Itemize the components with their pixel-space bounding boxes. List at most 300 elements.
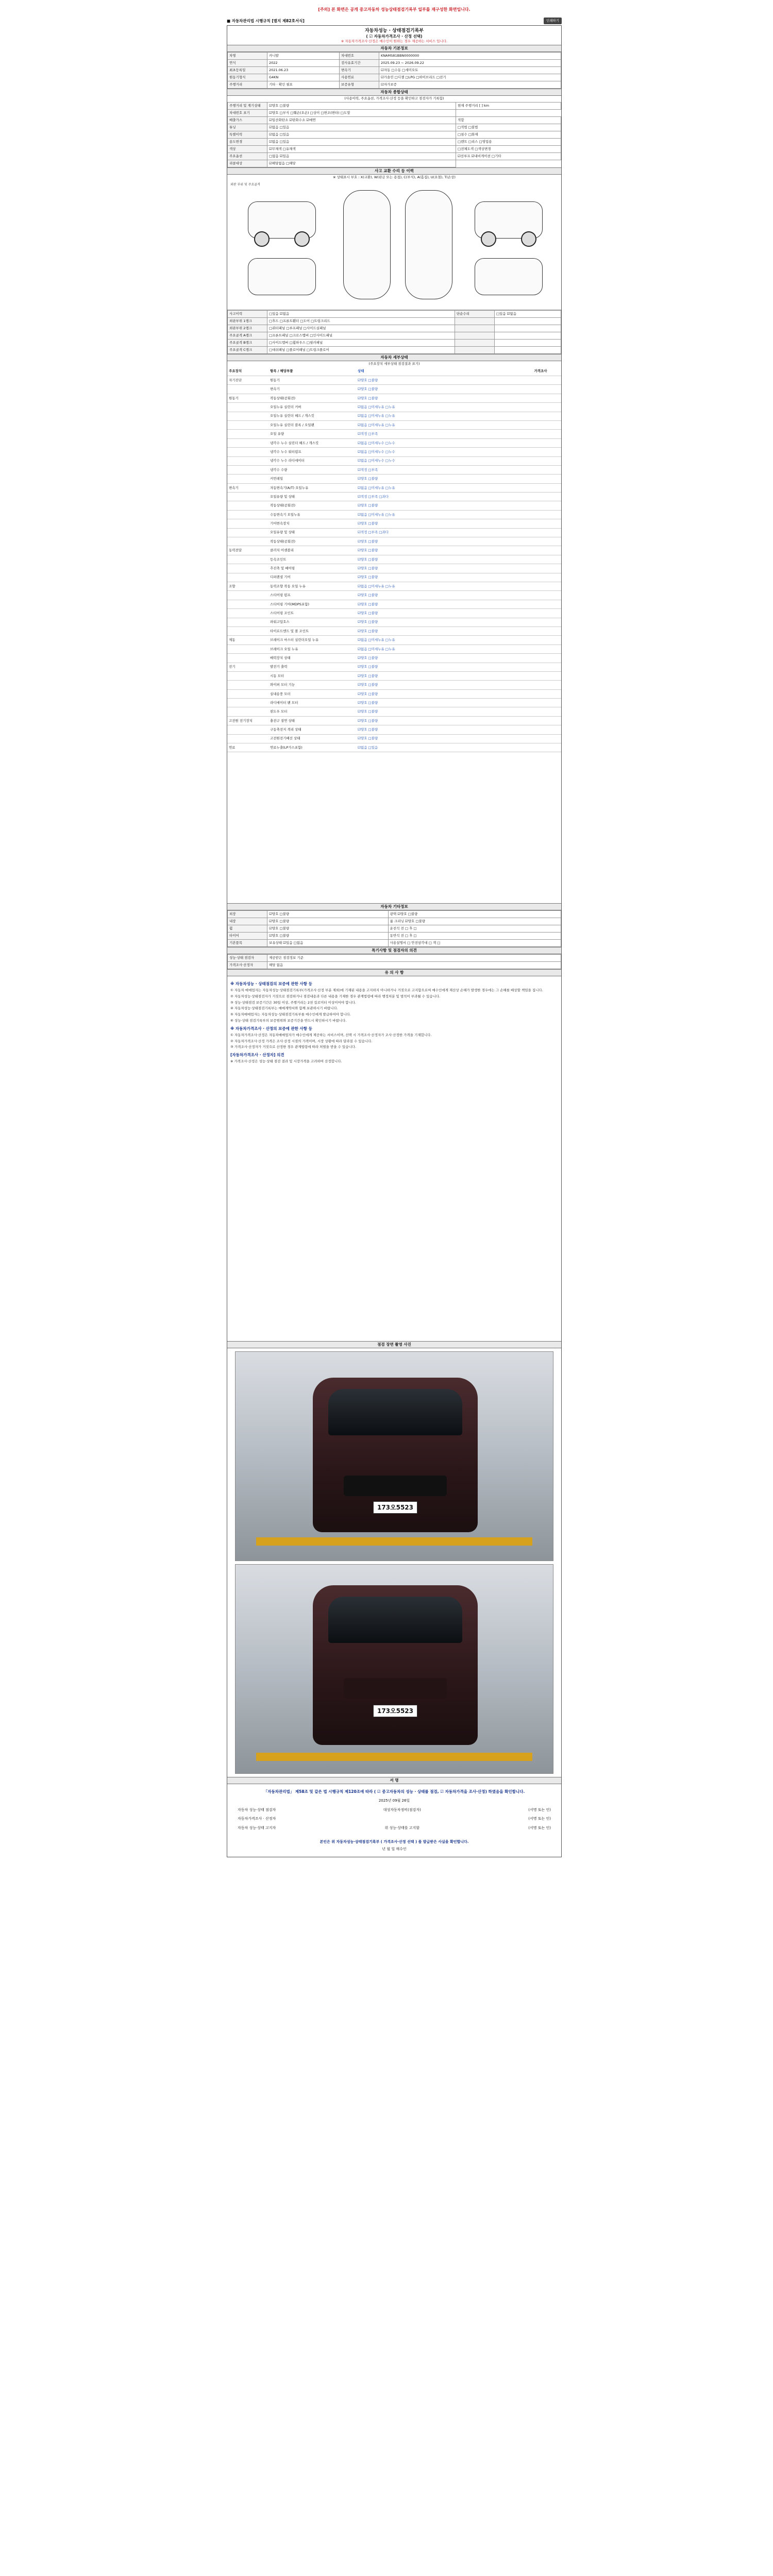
inspection-cell: ☑적정 □부족 (358, 432, 378, 436)
notes-heading-2: ※ 자동차가격조사 · 산정의 보증에 관한 사항 등 (230, 1026, 312, 1031)
table-cell: □후드 □프론트휀더 □도어 □트렁크리드 (267, 317, 455, 325)
status-table (227, 102, 561, 167)
inspection-cell: 동력조향 작동 오일 누유 (270, 584, 306, 588)
table-cell: ☑양호 □부식 □훼손(오손) □상이 □변조(변타) □도말 (267, 109, 456, 116)
inspection-row (227, 484, 561, 493)
inspection-row (227, 735, 561, 743)
signature-row (238, 1817, 551, 1821)
inspection-cell: 냉각수 누수 실린더 헤드 / 개스킷 (270, 440, 319, 445)
inspection-cell: 배력장치 상태 (270, 655, 291, 660)
car-bottom-view (405, 190, 452, 299)
table-cell: ☑없음 □있음 (267, 138, 456, 145)
inspection-cell: ☑없음 □미세누유 □누유 (358, 414, 395, 418)
table-cell: 최초등록일 (228, 66, 267, 74)
table-row (228, 910, 561, 918)
table-cell: 용도변경 (228, 138, 267, 145)
inspection-cell: 스티어링 펌프 (270, 593, 291, 598)
inspection-cell: ☑양호 □불량 (358, 665, 378, 669)
inspection-cell: ☑적정 □부족 (358, 467, 378, 472)
table-cell: 보증유형 (339, 81, 379, 88)
table-cell: ☑무채색 □유채색 (267, 145, 456, 152)
inspection-cell: 연료누출(LP가스포함) (270, 745, 303, 750)
table-row (228, 939, 561, 946)
inspection-cell: 작동상태(공회전) (270, 396, 296, 400)
inspection-cell: ☑양호 □불량 (358, 378, 378, 382)
table-cell: □침수 □화재 (456, 131, 561, 138)
notes-body (227, 976, 561, 1341)
inspection-cell: ☑없음 □있음 (358, 745, 378, 750)
inspection-cell: ☑없음 □미세누유 □누유 (358, 638, 395, 642)
opinion-section-bar: 특기사항 및 점검자의 의견 (227, 947, 561, 954)
inspection-header-cell: 상태 (358, 369, 364, 374)
table-cell: 주요골격 A랭크 (228, 332, 267, 339)
signer-label: 자동차가격조사 · 산정자 (238, 1817, 276, 1821)
table-cell: 튜닝 (228, 124, 267, 131)
table-row (228, 74, 561, 81)
table-cell: 주요골격 B랭크 (228, 339, 267, 346)
other-section-bar: 자동차 기타정보 (227, 903, 561, 910)
inspection-row (227, 430, 561, 438)
table-row (228, 317, 561, 325)
damage-legend: ※ 상태표시 부호 : X(교환), W(판금 또는 용접), C(부식), A(흠집), U(요철), T(손상) (333, 175, 456, 179)
inspection-cell: 냉각수 수량 (270, 467, 288, 472)
car-diagram (227, 181, 561, 310)
table-row (228, 152, 561, 160)
inspection-cell: 실내송풍 모터 (270, 691, 291, 696)
inspection-cell: 제동 (229, 638, 236, 642)
inspection-section-bar: 자동차 세부상태 (227, 354, 561, 361)
form-frame (227, 25, 562, 1857)
inspection-row (227, 717, 561, 725)
table-cell: 타이어 (228, 932, 267, 939)
table-cell (455, 317, 494, 325)
notes-paragraph: ② 자동차가격조사·산정 가격은 조사·산정 시점의 가격이며, 시장 상황에 따라 달라질 수 있습니다. (230, 1039, 373, 1043)
signature-section-bar: 서 명 (227, 1777, 561, 1784)
print-button[interactable]: 인쇄하기 (544, 18, 562, 24)
inspection-cell: 자기진단 (229, 378, 242, 382)
table-cell: 기타 · 확인 필요 (267, 81, 340, 88)
table-cell: ☑가솔린 □디젤 □LPG □하이브리드 □전기 (379, 74, 561, 81)
signature-date: 2025년 09월 26일 (378, 1799, 410, 1803)
inspection-cell: ☑양호 □불량 (358, 503, 378, 508)
inspection-cell: 구동축전지 격리 상태 (270, 727, 301, 732)
table-row (228, 339, 561, 346)
inspection-row (227, 707, 561, 716)
inspection-cell: ☑양호 □불량 (358, 673, 378, 678)
signer-label: 자동차 성능·상태 고지자 (238, 1825, 276, 1830)
other-info-table (227, 910, 561, 947)
inspection-cell: ☑없음 □미세누유 □누유 (358, 405, 395, 409)
inspection-row (227, 591, 561, 600)
inspection-row (227, 474, 561, 483)
notes-paragraph: ③ 성능·상태점검 보증기간은 30일 이상, 주행거리는 2천 킬로미터 이상이어야 합니다. (230, 1000, 356, 1005)
table-cell: 해당 없음 (267, 961, 561, 969)
table-cell: □적법 □불법 (456, 124, 561, 131)
inspection-row (227, 699, 561, 707)
table-cell: □없음 ☑있음 (267, 152, 456, 160)
notes-heading-1: ※ 자동차성능 · 상태점검의 보증에 관한 사항 등 (230, 981, 312, 986)
inspection-cell: ☑양호 □불량 (358, 539, 378, 544)
signer-label: 자동차 성능·상태 점검자 (238, 1807, 276, 1812)
inspection-row (227, 681, 561, 689)
table-cell: 리콜대상 (228, 160, 267, 167)
inspection-header-row (227, 367, 561, 376)
inspection-cell: ☑양호 □불량 (358, 477, 378, 481)
basic-info-table (227, 52, 561, 89)
table-cell: 운전석 전 □ 후 □ (388, 925, 561, 932)
inspection-cell: 추진축 및 베어링 (270, 566, 295, 571)
table-cell: 차대번호 표기 (228, 109, 267, 116)
table-cell: ☑양호 □불량 (267, 910, 389, 918)
inspection-row (227, 690, 561, 699)
table-cell: G4KN (267, 74, 340, 81)
table-cell: 내장 (228, 918, 267, 925)
table-cell: 외판부위 1랭크 (228, 317, 267, 325)
inspection-cell: 파워고압호스 (270, 620, 290, 624)
inspection-detail (227, 367, 561, 903)
diagram-legend-title: 외판 부위 및 주요골격 (230, 182, 260, 187)
inspection-header-cell: 가격조사 (534, 369, 547, 374)
table-cell: ☑없음 □있음 (267, 131, 456, 138)
inspection-row (227, 618, 561, 627)
notice-banner: [주의] 본 화면은 공개 중고자동차 성능상태점검기록부 일부를 재구성한 화면입니다. (318, 7, 470, 12)
inspection-cell: ☑적정 □부족 □과다 (358, 530, 389, 535)
inspection-cell: ☑없음 □미세누유 □누유 (358, 485, 395, 490)
inspection-cell: 변속기 (229, 485, 239, 490)
table-cell: □대쉬패널 □플로어패널 □트렁크플로어 (267, 346, 455, 353)
inspection-cell: 원동기 (229, 396, 239, 400)
signer-sign: (서명 또는 인) (528, 1825, 551, 1830)
status-section-bar: 자동차 종합상태 (227, 89, 561, 96)
table-cell (494, 317, 561, 325)
notes-paragraph: ② 자동차성능·상태점검자가 거짓으로 점검하거나 점검내용과 다른 내용을 기재한 경우 관계법령에 따라 행정처분 및 벌칙이 부과될 수 있습니다. (230, 994, 441, 998)
inspection-cell: ☑양호 □불량 (358, 727, 378, 732)
inspection-cell: 라디에이터 팬 모터 (270, 700, 298, 705)
table-cell: 검사유효기간 (339, 59, 379, 66)
inspection-cell: 수동변속기 오일누유 (270, 512, 300, 517)
vehicle-front (313, 1378, 478, 1532)
table-cell: 주요골격 C랭크 (228, 346, 267, 353)
wheel-icon (521, 231, 536, 247)
inspection-cell: ☑양호 □불량 (358, 620, 378, 624)
inspection-header-cell: 항목 / 해당부품 (270, 369, 293, 374)
notes-opinion-text: ※ 가격조사·산정은 성능·상태 점검 결과 및 시장가격을 고려하여 산정합니다. (230, 1059, 342, 1064)
inspection-cell: ☑양호 □불량 (358, 593, 378, 598)
inspection-row (227, 582, 561, 591)
inspection-cell: ☑양호 □불량 (358, 611, 378, 615)
inspection-row (227, 672, 561, 681)
inspection-row (227, 546, 561, 555)
inspection-cell: 윈도우 모터 (270, 709, 288, 714)
table-cell: 색상 (228, 145, 267, 152)
inspection-row (227, 555, 561, 564)
inspection-cell: ☑없음 □미세누유 □누유 (358, 512, 395, 517)
inspection-cell: 오일누유 실린더 커버 (270, 405, 301, 409)
wheel-icon (254, 231, 270, 247)
table-cell: 적합 (456, 116, 561, 124)
notes-title: 유 의 사 항 (227, 969, 561, 976)
inspection-row (227, 385, 561, 394)
table-cell: 외판부위 2랭크 (228, 325, 267, 332)
inspection-cell: 자동변속기(A/T) 오일누유 (270, 485, 309, 490)
table-row (228, 145, 561, 152)
inspection-row (227, 573, 561, 582)
inspection-cell: 발전기 출력 (270, 665, 288, 669)
license-plate: 173오5523 (373, 1501, 417, 1514)
table-cell (455, 346, 494, 353)
inspection-cell: ☑양호 □불량 (358, 557, 378, 562)
table-cell: 연식 (228, 59, 267, 66)
inspection-cell: 와이퍼 모터 기능 (270, 683, 295, 687)
table-cell: 가격조사·산정자 (228, 961, 267, 969)
table-cell: □렌트 □리스 □영업용 (456, 138, 561, 145)
table-row (228, 81, 561, 88)
table-cell: 2025.09.23 ~ 2026.09.22 (379, 59, 561, 66)
inspection-row (227, 725, 561, 734)
inspection-row (227, 448, 561, 456)
table-cell: ☑선루프 ☑내비게이션 □기타 (456, 152, 561, 160)
table-cell: 원동기형식 (228, 74, 267, 81)
table-cell: 광택 ☑양호 □불량 (388, 910, 561, 918)
inspection-row (227, 564, 561, 573)
table-cell: 기본품목 (228, 939, 267, 946)
inspection-row (227, 493, 561, 501)
form-caption: ■ 자동차관리법 시행규칙 [별지 제82호서식] (227, 18, 305, 23)
signature-statement: 「자동차관리법」 제58조 및 같은 법 시행규칙 제120조에 따라 ( ☑ 중고자동차의 성능 · 상태를 점검, ☑ 자동차가격을 조사·산정) 하였음을 확인합니다. (263, 1789, 525, 1794)
inspection-cell: ☑양호 □불량 (358, 655, 378, 660)
table-cell: □있음 ☑없음 (494, 310, 561, 317)
table-row (228, 310, 561, 317)
inspection-cell: 고전원 전기장치 (229, 718, 253, 723)
notes-paragraph: ③ 가격조사·산정자가 거짓으로 산정한 경우 관계법령에 따라 처벌을 받을 수 있습니다. (230, 1045, 357, 1049)
notes-paragraph: ① 자동차 매매업자는 자동차성능·상태점검기록부(가격조사·산정 부분 제외)에 기재된 내용을 고지하지 아니하거나 거짓으로 고지함으로써 매수인에게 재산상 손해가 발생한 경우에는 그 손해를 배상할 책임을 집니다. (230, 988, 543, 993)
inspection-row (227, 654, 561, 663)
inspection-cell: ☑양호 □불량 (358, 521, 378, 526)
inspection-cell: 기어변속장치 (270, 521, 290, 526)
table-cell: 동반석 전 □ 후 □ (388, 932, 561, 939)
inspection-section-note: (주요장치 세부상태 점검결과 표기) (368, 361, 420, 366)
table-row (228, 918, 561, 925)
inspection-cell: 충전구 절연 상태 (270, 718, 295, 723)
inspection-cell: ☑양호 □불량 (358, 387, 378, 392)
inspection-row (227, 403, 561, 412)
inspection-cell: ☑양호 □불량 (358, 700, 378, 705)
inspection-cell: 브레이크 오일 누유 (270, 647, 298, 651)
table-row (228, 932, 561, 939)
table-cell: □전체도색 □색상변경 (456, 145, 561, 152)
inspection-rows (227, 367, 561, 753)
inspection-row (227, 537, 561, 546)
inspection-cell: ☑없음 □미세누수 □누수 (358, 440, 395, 445)
inspection-cell: ☑양호 □불량 (358, 736, 378, 741)
vehicle-rear (313, 1585, 478, 1745)
table-row (228, 961, 561, 969)
wheel-icon (481, 231, 496, 247)
table-row (228, 160, 561, 167)
inspection-cell: 시동 모터 (270, 673, 284, 678)
inspection-row (227, 645, 561, 654)
table-cell: 사용설명서 □ 안전삼각대 □ 잭 □ (388, 939, 561, 946)
inspection-document (227, 0, 562, 1857)
top-row (227, 17, 562, 25)
table-cell: 2022 (267, 59, 340, 66)
inspection-cell: ☑양호 □불량 (358, 683, 378, 687)
table-row (228, 66, 561, 74)
table-cell: 특별이력 (228, 131, 267, 138)
inspection-row (227, 636, 561, 645)
table-cell: ☑양호 □불량 (267, 932, 389, 939)
notes-heading-3: [자동차가격조사 · 산정자] 의견 (230, 1053, 284, 1058)
inspection-header-cell: 주요장치 (229, 369, 242, 374)
wheel-icon (294, 231, 310, 247)
inspection-cell: ☑양호 □불량 (358, 602, 378, 606)
inspection-row (227, 466, 561, 474)
signer-name: 대성자동차정비(점검자) (383, 1807, 421, 1812)
license-plate-rear: 173오5523 (373, 1705, 417, 1717)
table-cell: ☑양호 □불량 (267, 925, 389, 932)
table-row (228, 102, 561, 109)
inspection-cell: 타이로드엔드 및 볼 조인트 (270, 629, 309, 633)
damage-section-bar: 사고 교환 수리 등 이력 (227, 167, 561, 175)
inspection-cell: 커먼레일 (270, 477, 283, 481)
table-cell: 주행거리 및 계기상태 (228, 102, 267, 109)
inspection-cell: 냉각수 누수 워터펌프 (270, 449, 301, 454)
inspection-cell: 냉각수 누수 라디에이터 (270, 459, 305, 463)
basic-section-bar: 자동차 기본정보 (227, 45, 561, 52)
table-row (228, 52, 561, 59)
table-cell: 외장 (228, 910, 267, 918)
inspection-cell: ☑양호 □불량 (358, 718, 378, 723)
buyer-confirmation: 본인은 위 자동차성능·상태점검기록부 ( 가격조사·산정 선택 ) 를 발급받은 사실을 확인합니다. (320, 1840, 469, 1844)
table-cell: 변속기 (339, 66, 379, 74)
inspection-cell: 연료 (229, 745, 236, 750)
inspection-cell: 스티어링 조인트 (270, 611, 294, 615)
inspection-row (227, 627, 561, 636)
inspection-row (227, 519, 561, 528)
inspection-cell: ☑양호 □불량 (358, 548, 378, 553)
table-row (228, 325, 561, 332)
inspection-cell: 고전원전기배선 상태 (270, 736, 300, 741)
signature-block (227, 1784, 561, 1857)
inspection-row (227, 376, 561, 385)
table-row (228, 131, 561, 138)
table-cell: ☑해당없음 □해당 (267, 160, 456, 167)
inspection-cell: ☑없음 □미세누유 □누유 (358, 647, 395, 651)
table-row (228, 59, 561, 66)
table-cell (494, 332, 561, 339)
inspection-cell: 오일유량 및 상태 (270, 494, 295, 499)
notes-paragraph: ⑥ 성능·상태 점검기록부의 보증범위와 보증기간을 반드시 확인하시기 바랍니다. (230, 1018, 347, 1023)
inspection-row (227, 511, 561, 519)
inspection-cell: 오일 유량 (270, 432, 284, 436)
table-cell: KNAMS81BBN0000000 (379, 52, 561, 59)
inspection-cell: ☑적정 □부족 □과다 (358, 494, 389, 499)
notes-paragraph: ④ 자동차성능·상태점검기록부는 매매계약서와 함께 보관하시기 바랍니다. (230, 1006, 338, 1011)
inspection-cell: ☑양호 □불량 (358, 575, 378, 580)
table-cell: ☑일산화탄소 ☑탄화수소 ☑매연 (267, 116, 456, 124)
inspection-cell: ☑없음 □미세누수 □누수 (358, 459, 395, 463)
table-cell: 차대번호 (339, 52, 379, 59)
lift-rail (256, 1753, 532, 1761)
table-row (228, 332, 561, 339)
tailgate (344, 1678, 447, 1699)
car-top-view (343, 190, 391, 299)
signer-sign: (서명 또는 인) (528, 1817, 551, 1821)
inspection-cell: ☑양호 □불량 (358, 396, 378, 400)
inspection-row (227, 600, 561, 609)
inspection-cell: 등속조인트 (270, 557, 287, 562)
inspection-row (227, 421, 561, 430)
table-cell: ☑양호 □불량 (267, 102, 456, 109)
inspection-row (227, 609, 561, 618)
buyer-date-line: 년 월 일 매수인 (382, 1846, 407, 1851)
table-cell: 배출가스 (228, 116, 267, 124)
inspection-row (227, 743, 561, 752)
table-cell: ☑없음 □있음 (267, 124, 456, 131)
table-cell: 성능·상태 점검자 (228, 954, 267, 961)
table-cell: 2021.06.23 (267, 66, 340, 74)
inspection-row (227, 529, 561, 537)
inspection-row (227, 501, 561, 510)
form-title: 자동차성능 · 상태점검기록부 (364, 28, 424, 33)
inspection-cell: 조향 (229, 584, 236, 588)
table-row (228, 124, 561, 131)
table-cell: □프론트패널 □크로스멤버 □인사이드패널 (267, 332, 455, 339)
inspection-cell: 오일누유 실린더 헤드 / 개스킷 (270, 414, 314, 418)
table-cell (455, 339, 494, 346)
inspection-row (227, 457, 561, 466)
table-cell: □있음 ☑없음 (267, 310, 455, 317)
inspection-cell: 동력전달 (229, 548, 242, 553)
inspection-cell: ☑없음 □미세누유 □누유 (358, 422, 395, 427)
inspection-cell: 디퍼렌셜 기어 (270, 575, 291, 580)
opinion-table (227, 954, 561, 969)
table-cell: 단순수리 (455, 310, 494, 317)
photo-section-bar: 점검 장면 촬영 사진 (227, 1341, 561, 1348)
inspection-cell: ☑양호 □불량 (358, 566, 378, 571)
table-cell: □쿼터패널 □루프패널 □사이드실패널 (267, 325, 455, 332)
notes-paragraph: ⑤ 자동차매매업자는 자동차성능·상태점검기록부를 매수인에게 발급하여야 합니다. (230, 1012, 351, 1017)
inspection-row (227, 412, 561, 421)
table-row (228, 109, 561, 116)
signature-row (238, 1808, 551, 1812)
table-cell: 현재 주행거리 [ ] km (456, 102, 561, 109)
inspection-row (227, 663, 561, 672)
inspection-cell: 원동기 (270, 378, 280, 382)
notes-paragraph: ① 자동차가격조사·산정은 자동차매매업자가 매수인에게 제공하는 서비스이며, 선택 시 가격조사·산정자가 조사·산정한 가격을 기재합니다. (230, 1032, 432, 1037)
inspection-cell: 오일누유 실린더 블록 / 오일팬 (270, 422, 314, 427)
inspection-row (227, 394, 561, 403)
signer-name: 위 성능·상태를 고지함 (384, 1825, 420, 1830)
inspection-cell: ☑없음 □미세누수 □누수 (358, 449, 395, 454)
inspection-photo-front (235, 1351, 553, 1561)
table-cell (455, 325, 494, 332)
inspection-cell: 변속기 (270, 387, 280, 392)
car-front-view (248, 258, 316, 295)
table-cell: 차명 (228, 52, 267, 59)
inspection-cell: ☑없음 □미세누유 □누유 (358, 584, 395, 588)
lift-rail (256, 1537, 532, 1546)
table-cell: 사고이력 (228, 310, 267, 317)
form-header (227, 26, 561, 45)
table-row (228, 954, 561, 961)
status-section-note: (사용이력, 주요옵션, 가격조사·산정 등을 확인하고 점검자가 기록함) (344, 96, 444, 101)
table-cell (455, 332, 494, 339)
table-cell (494, 339, 561, 346)
inspection-cell: 전기 (229, 665, 236, 669)
accident-history-table (227, 310, 561, 354)
inspection-cell: ☑양호 □불량 (358, 691, 378, 696)
